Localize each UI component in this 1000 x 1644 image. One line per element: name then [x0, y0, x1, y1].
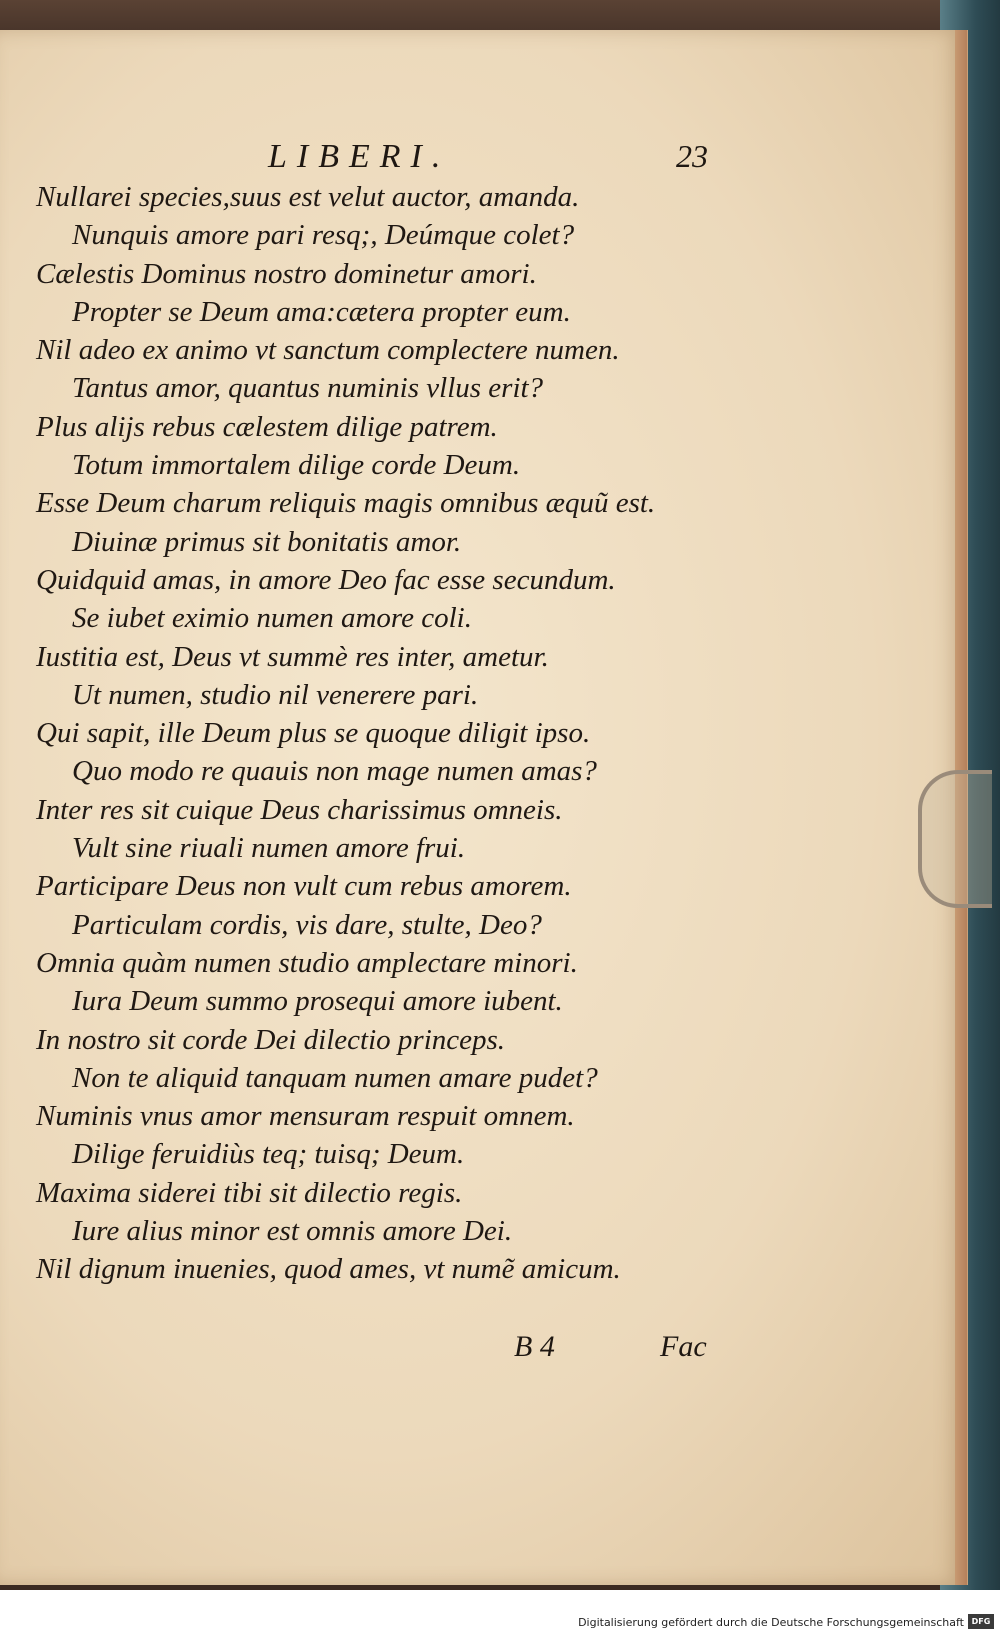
verse-list: [36, 178, 736, 1289]
verse-line: Iura Deum summo prosequi amore iubent.: [72, 985, 563, 1018]
footer-credit: Digitalisierung gefördert durch die Deutsche Forschungsgemeinschaft: [578, 1616, 964, 1629]
verse-line: Plus alijs rebus cælestem dilige patrem.: [36, 410, 498, 443]
verse-line: Esse Deum charum reliquis magis omnibus æquũ est.: [36, 487, 656, 520]
verse-line: Iure alius minor est omnis amore Dei.: [72, 1215, 513, 1248]
verse-line: Iustitia est, Deus vt summè res inter, ametur.: [36, 640, 549, 673]
verse-line: Nunquis amore pari resq;, Deúmque colet?: [72, 219, 575, 252]
verse-line: Maxima siderei tibi sit dilectio regis.: [36, 1176, 463, 1209]
page-number: 23: [676, 138, 708, 174]
verse-line: Dilige feruidiùs teq; tuisq; Deum.: [72, 1138, 465, 1171]
running-head: LIBERI.: [268, 138, 451, 175]
verse-line: Ut numen, studio nil venerere pari.: [72, 678, 479, 711]
verse-line: Omnia quàm numen studio amplectare minori.: [36, 946, 578, 979]
dfg-logo-icon: DFG: [968, 1614, 994, 1629]
verse-line: Totum immortalem dilige corde Deum.: [72, 449, 521, 482]
catchword: Fac: [660, 1330, 707, 1363]
verse-line: Qui sapit, ille Deum plus se quoque diligit ipso.: [36, 717, 591, 750]
verse-line: Cælestis Dominus nostro dominetur amori.: [36, 257, 537, 290]
verse-line: Quidquid amas, in amore Deo fac esse secundum.: [36, 563, 616, 596]
page-clip: [918, 770, 992, 908]
verse-line: In nostro sit corde Dei dilectio princeps.: [36, 1023, 506, 1056]
verse-line: Numinis vnus amor mensuram respuit omnem.: [36, 1100, 575, 1133]
verse-line: Nil adeo ex animo vt sanctum complectere numen.: [36, 334, 620, 367]
verse-line: Particulam cordis, vis dare, stulte, Deo?: [72, 908, 542, 941]
verse-line: Vult sine riuali numen amore frui.: [72, 832, 466, 865]
verse-line: Diuinæ primus sit bonitatis amor.: [72, 525, 462, 558]
verse-line: Propter se Deum ama:cætera propter eum.: [72, 295, 571, 328]
digitization-footer: [0, 1590, 1000, 1644]
verse-line: Nil dignum inuenies, quod ames, vt numẽ amicum.: [36, 1253, 621, 1286]
verse-line: Participare Deus non vult cum rebus amorem.: [36, 870, 572, 903]
verse-line: Nullarei species,suus est velut auctor, amanda.: [36, 181, 580, 213]
verse-line: Se iubet eximio numen amore coli.: [72, 602, 472, 635]
verse-line: Tantus amor, quantus numinis vllus erit?: [72, 372, 544, 405]
verse-line: Non te aliquid tanquam numen amare pudet?: [72, 1061, 598, 1094]
verse-line: Quo modo re quauis non mage numen amas?: [72, 755, 597, 788]
verse-line: Inter res sit cuique Deus charissimus omneis.: [36, 793, 563, 826]
signature-mark: B 4: [514, 1330, 555, 1363]
